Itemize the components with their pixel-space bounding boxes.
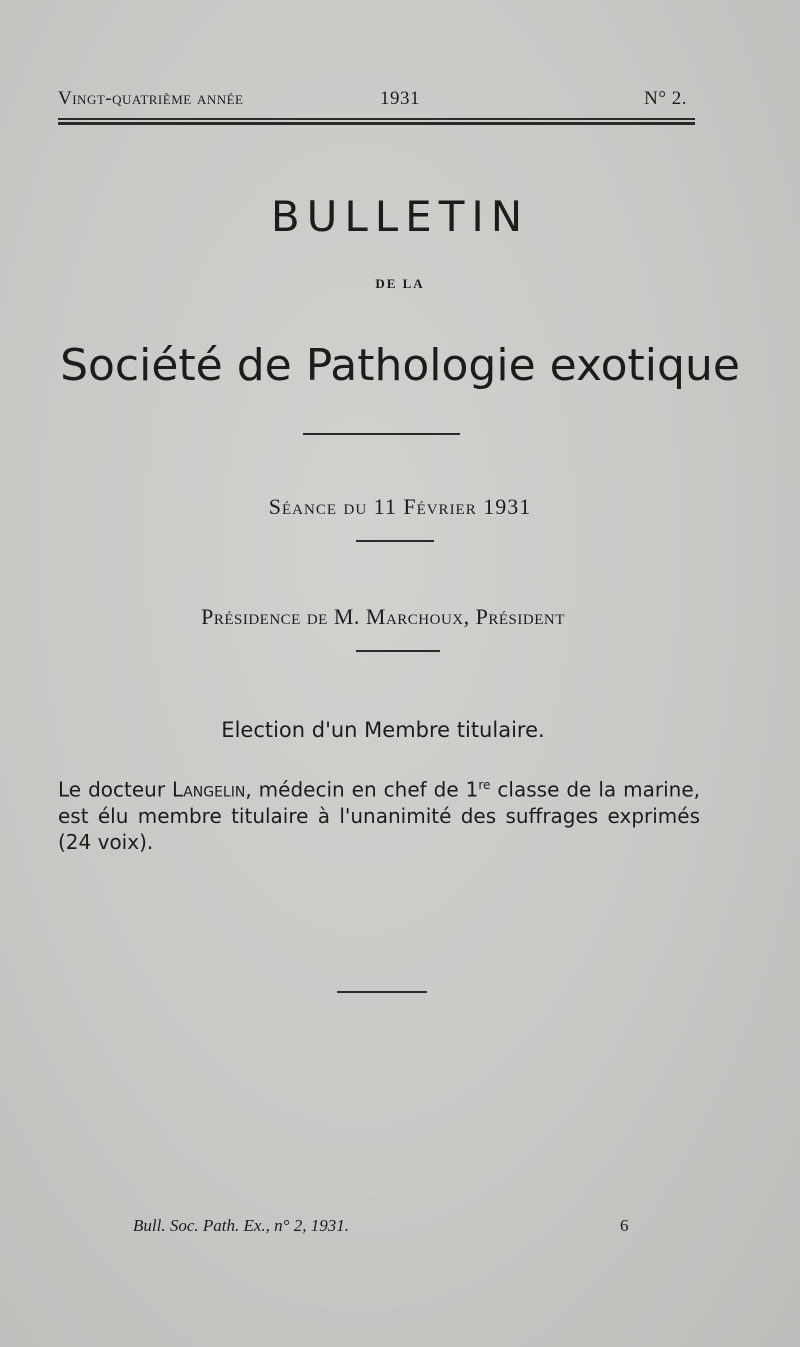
body-text-part: , médecin en chef de	[245, 777, 466, 802]
election-paragraph	[58, 772, 700, 855]
page-number: 6	[620, 1216, 629, 1235]
election-heading: Election d'un Membre titulaire.	[221, 718, 545, 742]
society-title: Société de Pathologie exotique	[60, 340, 740, 391]
header-rule-thin	[58, 118, 695, 120]
member-name: Langelin	[172, 777, 246, 802]
divider	[303, 433, 460, 435]
bulletin-title: BULLETIN	[270, 192, 530, 241]
divider	[337, 991, 427, 993]
year: 1931	[380, 88, 420, 109]
issue-number: N° 2.	[644, 88, 687, 109]
divider	[356, 540, 434, 542]
header-rule-thick	[58, 122, 695, 125]
ordinal-number: 1	[465, 777, 479, 802]
body-text-part: classe de la marine, est élu membre titulaire à l'unanimité des suffrages exprimés (24 voix).	[58, 777, 700, 854]
divider	[356, 650, 440, 652]
session-date: Séance du 11 Février 1931	[268, 494, 532, 519]
year-label: Vingt-quatrième année	[58, 88, 244, 109]
footer-citation: Bull. Soc. Path. Ex., n° 2, 1931.	[133, 1216, 349, 1235]
presidence-line: Présidence de M. Marchoux, Président	[201, 604, 565, 629]
body-text-part: Le docteur	[58, 777, 173, 802]
de-la-label: DE LA	[375, 276, 425, 291]
ordinal-suffix: re	[478, 778, 491, 792]
